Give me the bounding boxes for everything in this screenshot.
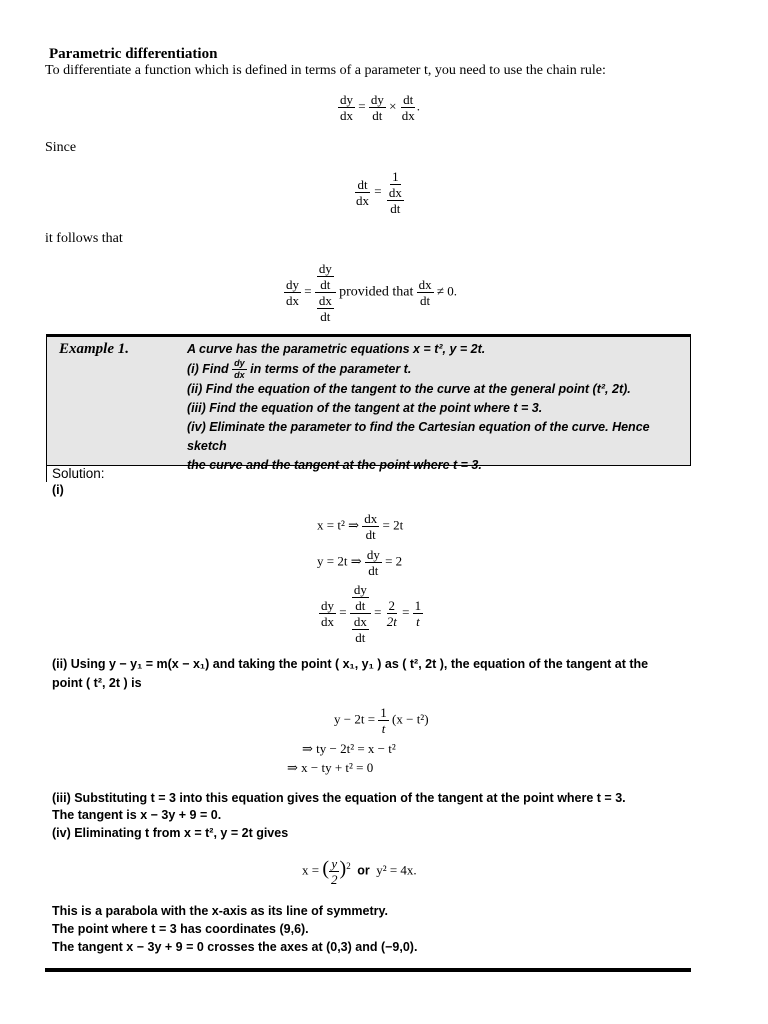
it-follows-text: it follows that xyxy=(45,231,123,246)
example-line-6: the curve and the tangent at the point where t = 3. xyxy=(187,458,482,472)
since-text: Since xyxy=(45,140,77,155)
eq-dx-dt: x = t² ⇒ $\frac{dx}{dt}$ = 2t xyxy=(317,511,404,542)
part-ii-line-2: point ( t², 2t ) is xyxy=(52,676,142,690)
page-title: Parametric differentiation xyxy=(49,46,218,62)
example-text xyxy=(187,340,690,475)
example-line-2: (i) Find $\frac{dy}{dx}$ in terms of the parameter t. xyxy=(187,358,412,380)
eq-dy-dt: y = 2t ⇒ $\frac{dy}{dt}$ = 2 xyxy=(317,547,403,578)
example-line-5: (iv) Eliminate the parameter to find the Cartesian equation of the curve. Hence sketch xyxy=(187,420,650,453)
example-line-4: (iii) Find the equation of the tangent at the point where t = 3. xyxy=(187,401,543,415)
tangent-eq-3: ⇒ x − ty + t² = 0 xyxy=(287,760,374,775)
example-line-3: (ii) Find the equation of the tangent to the curve at the general point (t², 2t). xyxy=(187,382,631,396)
solution-left-rule xyxy=(46,466,47,482)
chain-rule-equation: $\frac{dy}{dx}$ = $\frac{dy}{dt}$ × $\frac{dt}{dx}$ . xyxy=(340,92,420,123)
example-box xyxy=(46,334,691,472)
part-ii-line-1: (ii) Using y − y₁ = m(x − x₁) and taking the point ( x₁, y₁ ) as ( t², 2t ), the equation of the tangent at the xyxy=(52,657,649,671)
bottom-rule xyxy=(45,968,691,972)
part-i-label: (i) xyxy=(52,483,64,497)
tangent-eq-2: ⇒ ty − 2t² = x − t² xyxy=(302,741,396,756)
reciprocal-equation: $\frac{dt}{dx}$ = $\frac{1}{\frac{dx}{dt}}$ xyxy=(356,169,402,216)
example-label: Example 1. xyxy=(59,341,129,357)
tangent-is-text: The tangent is x − 3y + 9 = 0. xyxy=(52,808,222,822)
part-iii-text: (iii) Substituting t = 3 into this equation gives the equation of the tangent at the point where t = 3. xyxy=(52,791,626,805)
part-iv-text: (iv) Eliminating t from x = t², y = 2t gives xyxy=(52,826,289,840)
crosses-text: The tangent x − 3y + 9 = 0 crosses the axes at (0,3) and (−9,0). xyxy=(52,940,418,954)
ratio-equation: $\frac{dy}{dx}$ = $\frac{\frac{dy}{dt}}{\frac{dx}{dt}}$ provided that $\frac{dx}{dt}$ ≠ 0. xyxy=(286,261,457,324)
eq-dy-dx: $\frac{dy}{dx}$ = $\frac{\frac{dy}{dt}}{\frac{dx}{dt}}$ = $\frac{2}{2t}$ = $\frac{1}{t}$ xyxy=(321,582,422,645)
tangent-eq-1: y − 2t = $\frac{1}{t}$ (x − t²) xyxy=(334,705,429,736)
cartesian-equation: x = ( $\frac{y}{2}$ )$^2$ or y² = 4x. xyxy=(302,856,417,887)
point-text: The point where t = 3 has coordinates (9,6). xyxy=(52,922,309,936)
intro-text: To differentiate a function which is defined in terms of a parameter t, you need to use the chain rule: xyxy=(45,63,606,78)
parabola-text: This is a parabola with the x-axis as its line of symmetry. xyxy=(52,904,388,918)
solution-label: Solution: xyxy=(52,466,105,481)
example-line-1: A curve has the parametric equations x = t², y = 2t. xyxy=(187,342,486,356)
